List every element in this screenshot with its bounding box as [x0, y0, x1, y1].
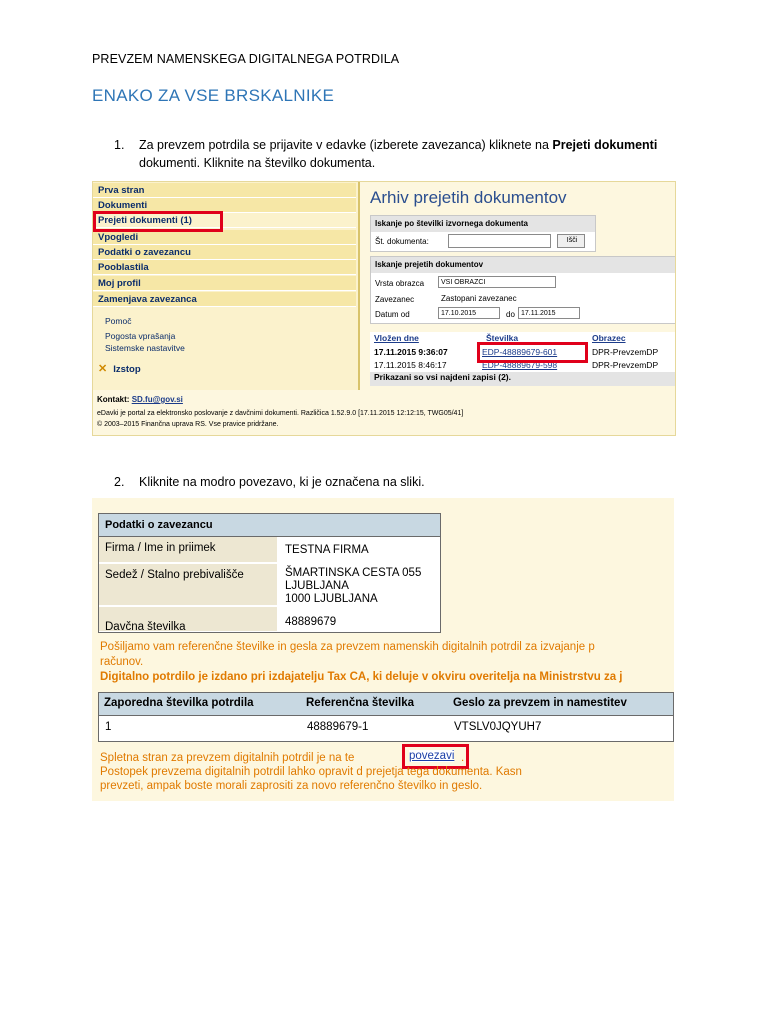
section-heading: ENAKO ZA VSE BRSKALNIKE	[92, 86, 335, 105]
reference-table	[98, 692, 674, 742]
row-label-tax-number: Davčna številka	[99, 607, 277, 632]
exit-label: Izstop	[113, 364, 141, 375]
step-text	[139, 136, 699, 172]
footer-version: eDavki je portal za elektronsko poslovanje z davčnimi dokumenti. Različica 1.52.9.0 [17.11.2015 12:12:15, TWG05/41]	[97, 410, 464, 417]
sidebar-item-received[interactable]: Prejeti dokumenti (1)	[93, 213, 356, 228]
sidebar-link-settings[interactable]: Sistemske nastavitve	[105, 343, 185, 353]
col-form[interactable]: Obrazec	[592, 333, 626, 343]
result-form: DPR-PrevzemDP	[592, 347, 659, 357]
screenshot-taxpayer-data	[92, 498, 674, 801]
step-text-bold: Prejeti dokumenti	[552, 138, 658, 152]
document-number-label: Št. dokumenta:	[375, 237, 429, 246]
row-value-company: TESTNA FIRMA	[285, 544, 369, 556]
form-type-select[interactable]: VSI OBRAZCI	[438, 276, 556, 288]
sidebar-item-home[interactable]: Prva stran	[93, 183, 356, 198]
sidebar-link-faq[interactable]: Pogosta vprašanja	[105, 331, 176, 341]
download-link[interactable]: povezavi	[409, 750, 455, 762]
footer-contact	[97, 395, 183, 404]
date-from-label: Datum od	[375, 310, 410, 319]
result-number-link[interactable]: EDP-48889679-598	[482, 360, 558, 370]
footer	[93, 391, 675, 435]
step-text: Kliknite na modro povezavo, ki je označena na sliki.	[139, 475, 425, 489]
table-header: Podatki o zavezancu	[99, 514, 440, 537]
sidebar-item-documents[interactable]: Dokumenti	[93, 198, 356, 213]
panel-header: Iskanje po številki izvornega dokumenta	[371, 216, 595, 232]
notice-line: Spletna stran za prevzem digitalnih potrdil je na te	[100, 752, 355, 764]
col-seq-number: Zaporedna številka potrdila	[104, 697, 254, 709]
sidebar-item-profile[interactable]: Moj profil	[93, 276, 356, 291]
panel-header: Iskanje prejetih dokumentov	[371, 257, 675, 273]
notice-line: Digitalno potrdilo je izdano pri izdajatelju Tax CA, ki deluje v okviru overitelja na Ministrstvu za j	[100, 671, 623, 683]
sidebar-item-taxpayer[interactable]: Podatki o zavezancu	[93, 245, 356, 260]
notice-line: računov.	[100, 656, 144, 668]
row-value-address-2: LJUBLJANA	[285, 580, 349, 592]
col-number[interactable]: Številka	[486, 333, 519, 343]
taxpayer-label: Zavezanec	[375, 295, 415, 304]
step-2	[114, 473, 694, 493]
col-password: Geslo za prevzem in namestitev	[453, 697, 627, 709]
results-summary: Prikazani so vsi najdeni zapisi (2).	[370, 372, 676, 386]
highlight-document-number	[477, 342, 588, 363]
step-1	[114, 136, 694, 176]
document-title: PREVZEM NAMENSKEGA DIGITALNEGA POTRDILA	[92, 52, 400, 66]
col-ref-number: Referenčna številka	[306, 697, 415, 709]
row-label-address: Sedež / Stalno prebivališče	[99, 564, 277, 606]
step-text-part: Za prevzem potrdila se prijavite v edavke (izberete zavezanca) kliknete na	[139, 138, 553, 152]
search-button[interactable]: Išči	[557, 234, 585, 248]
cell-seq-number: 1	[105, 721, 112, 733]
result-number-link[interactable]: EDP-48889679-601	[482, 347, 558, 357]
sidebar-item-switch-taxpayer[interactable]: Zamenjava zavezanca	[93, 292, 356, 307]
contact-label: Kontakt:	[97, 395, 130, 404]
close-icon: ✕	[98, 363, 108, 375]
sidebar-item-authorizations[interactable]: Pooblastila	[93, 260, 356, 275]
highlight-received-documents	[93, 211, 223, 232]
date-from-input[interactable]: 17.10.2015	[438, 307, 500, 319]
link-period: .	[461, 752, 465, 764]
page-title: Arhiv prejetih dokumentov	[370, 188, 567, 207]
sidebar-item-views[interactable]: Vpogledi	[93, 230, 356, 245]
search-panel	[370, 215, 596, 252]
row-label-company: Firma / Ime in priimek	[99, 537, 277, 563]
contact-email-link[interactable]: SD.fu@gov.si	[131, 395, 183, 404]
taxpayer-table	[98, 513, 441, 633]
notice-line: Postopek prevzema digitalnih potrdil lahko opravit d prejetja tega dokumenta. Kasn	[100, 766, 522, 778]
cell-password: VTSLV0JQYUH7	[454, 721, 542, 733]
row-value-address-3: 1000 LJUBLJANA	[285, 593, 378, 605]
step-number: 1.	[114, 138, 125, 152]
taxpayer-value[interactable]: Zastopani zavezanec	[441, 294, 517, 303]
step-text-part: dokumenti. Kliknite na številko dokumenta.	[139, 156, 376, 170]
exit-button[interactable]	[98, 362, 141, 375]
result-date: 17.11.2015 8:46:17	[374, 360, 447, 370]
row-value-address-1: ŠMARTINSKA CESTA 055	[285, 567, 422, 579]
cell-ref-number: 48889679-1	[307, 721, 369, 733]
date-to-input[interactable]: 17.11.2015	[518, 307, 580, 319]
step-number: 2.	[114, 475, 125, 489]
screenshot-archive	[92, 181, 676, 436]
date-to-label: do	[506, 310, 515, 319]
document-number-input[interactable]	[448, 234, 551, 248]
notice-line: prevzeti, ampak boste morali zaprositi za novo referenčno številko in geslo.	[100, 780, 483, 792]
col-filed-date[interactable]: Vložen dne	[374, 333, 419, 343]
notice-line: Pošiljamo vam referenčne številke in gesla za prevzem namenskih digitalnih potrdil za izvajanje p	[100, 641, 595, 653]
form-type-label: Vrsta obrazca	[375, 279, 425, 288]
sidebar-link-help[interactable]: Pomoč	[105, 316, 132, 326]
footer-copyright: © 2003–2015 Finančna uprava RS. Vse pravice pridržane.	[97, 421, 279, 428]
row-value-tax-number: 48889679	[285, 616, 337, 628]
result-form: DPR-PrevzemDP	[592, 360, 659, 370]
filter-panel	[370, 256, 676, 324]
result-date: 17.11.2015 9:36:07	[374, 347, 448, 357]
